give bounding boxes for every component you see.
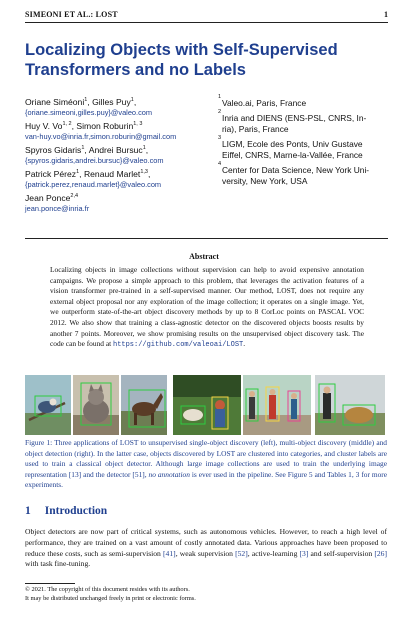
- author-email[interactable]: {spyros.gidaris,andrei.bursuc}@valeo.com: [25, 156, 164, 165]
- figure-caption: Figure 1: Three applications of LOST to unsupervised single-object discovery (left), multi-object discovery (middle) and object detection (right). In the latter case, objects discovered by LOST are clustered into categories, and cluster labels are used to train a classical object detector. Although large image collections are used to train the underlying image representation [13] and the detector [51], no annotation is ever used in the pipeline. See Figure 5 and Tables 1, 3 for more experiments.: [25, 438, 388, 490]
- affiliation-mark: 1, 2: [62, 121, 72, 128]
- affiliation-mark: 2,4: [70, 193, 79, 200]
- figure-panel-street: [243, 375, 311, 435]
- citation-link[interactable]: [51]: [132, 469, 145, 479]
- affiliation-2: 2 Inria and DIENS (ENS-PSL, CNRS, In- ria), Paris, France: [218, 109, 367, 134]
- affiliation-mark: 1: [84, 97, 88, 104]
- affiliation-number: 3: [218, 135, 222, 141]
- citation-link[interactable]: [52]: [235, 548, 248, 558]
- section-heading: [25, 505, 107, 517]
- author-group-1: Oriane Siméoni$^1$, Gilles Puy$^1$, {oriane.simeoni,gilles.puy}@valeo.com: [25, 97, 215, 118]
- author-name: , Andrei Bursuc: [84, 145, 143, 155]
- author-name: , Gilles Puy: [87, 97, 131, 107]
- author-email[interactable]: {oriane.simeoni,gilles.puy}@valeo.com: [25, 108, 153, 117]
- author-name: , Simon Roburin: [71, 121, 134, 131]
- table-ref-link[interactable]: Tables 1, 3: [327, 469, 360, 479]
- affiliation-mark: 1: [81, 145, 85, 152]
- affiliation-mark: 1,3: [140, 169, 148, 176]
- author-email[interactable]: jean.ponce@inria.fr: [25, 204, 90, 213]
- figure-ref-link[interactable]: Figure 5: [287, 469, 313, 479]
- emphasis: no annotation: [148, 469, 190, 479]
- section-paragraph: Object detectors are now part of critical systems, such as autonomous vehicles. However, to reach a high level of performance, they are trained on a vast amount of costly annotated data. Various approaches have been proposed to reduce these costs, such as semi-supervision [41], weak supervision [52], active-learning [3] and self-supervision [26] with task fine-tuning.: [25, 527, 387, 569]
- figure-panel-park: [173, 375, 241, 435]
- paper-title: Localizing Objects with Self-Supervised Transformers and no Labels: [25, 41, 338, 79]
- affiliation-4: 4 Center for Data Science, New York Uni- versity, New York, USA: [218, 161, 370, 186]
- title-rule: [25, 238, 388, 239]
- author-name: Oriane Siméoni: [25, 97, 85, 107]
- affiliation-block: [218, 94, 393, 187]
- affiliation-mark: 1: [142, 145, 146, 152]
- citation-link[interactable]: [26]: [374, 548, 387, 558]
- caption-label: Figure 1:: [25, 438, 53, 447]
- citation-link[interactable]: [41]: [163, 548, 176, 558]
- affiliation-number: 4: [218, 161, 222, 167]
- figure-panel-detection: [315, 375, 385, 435]
- page-number: 1: [384, 10, 388, 19]
- figure-1: [25, 375, 385, 435]
- author-group-3: Spyros Gidaris$^1$, Andrei Bursuc$^1$, {spyros.gidaris,andrei.bursuc}@valeo.com: [25, 145, 215, 166]
- footnote-rule: [25, 583, 75, 584]
- author-group-2: [25, 121, 215, 142]
- section-number: 1: [25, 505, 31, 517]
- author-block: [25, 97, 215, 214]
- affiliation-mark: 1: [76, 169, 80, 176]
- affiliation-number: 1: [218, 94, 222, 100]
- copyright-footnote: © 2021. The copyright of this document resides with its authors. It may be distributed unchanged freely in print or electronic forms.: [25, 586, 196, 602]
- affiliation-mark: 1, 3: [133, 121, 143, 128]
- citation-link[interactable]: [3]: [299, 548, 309, 558]
- section-title: Introduction: [44, 505, 108, 517]
- author-name: Patrick Pérez: [25, 169, 77, 179]
- affiliation-3: 3 LIGM, Ecole des Ponts, Univ Gustave Eiffel, CNRS, Marne-la-Vallée, France: [218, 135, 363, 160]
- author-name: Huy V. Vo: [25, 121, 63, 131]
- figure-panel-cat: [73, 375, 119, 435]
- code-link[interactable]: https://github.com/valeoai/LOST: [113, 341, 244, 350]
- author-name: Jean Ponce: [25, 193, 71, 203]
- header-rule: [25, 22, 388, 23]
- affiliation-1: 1 Valeo.ai, Paris, France: [218, 94, 307, 108]
- figure-panel-horse: [121, 375, 167, 435]
- abstract-text: Localizing objects in image collections without supervision can help to avoid expensive annotation campaigns. We propose a simple approach to this problem, that leverages the activation features of a vision transformer pre-trained in a self-supervised manner. Our method, LOST, does not require any external object proposal nor any exploration of the image collection; it operates on a single image. Yet, we outperform state-of-the-art object discovery methods by up to 8 CorLoc points on PASCAL VOC 2012. We also show that training a class-agnostic detector on the discovered objects boosts results by another 7 points. Moreover, we show promising results on the unsupervised object discovery task. The code can be found at https://github.com/valeoai/LOST.: [50, 265, 364, 350]
- author-name: Spyros Gidaris: [25, 145, 82, 155]
- author-name: , Renaud Marlet: [79, 169, 141, 179]
- author-group-4: Patrick Pérez$^1$, Renaud Marlet$^{1,3}$, {patrick.perez,renaud.marlet}@valeo.com: [25, 169, 215, 190]
- author-email[interactable]: {patrick.perez,renaud.marlet}@valeo.com: [25, 180, 162, 189]
- figure-panel-bird: [25, 375, 71, 435]
- affiliation-number: 2: [218, 109, 222, 115]
- citation-link[interactable]: [13]: [68, 469, 82, 479]
- affiliation-mark: 1: [130, 97, 134, 104]
- author-email[interactable]: van-huy.vo@inria.fr,simon.roburin@gmail.com: [25, 132, 177, 141]
- author-group-5: [25, 193, 215, 214]
- abstract-heading: Abstract: [189, 252, 219, 261]
- running-head: SIMEONI ET AL.: LOST: [25, 10, 118, 19]
